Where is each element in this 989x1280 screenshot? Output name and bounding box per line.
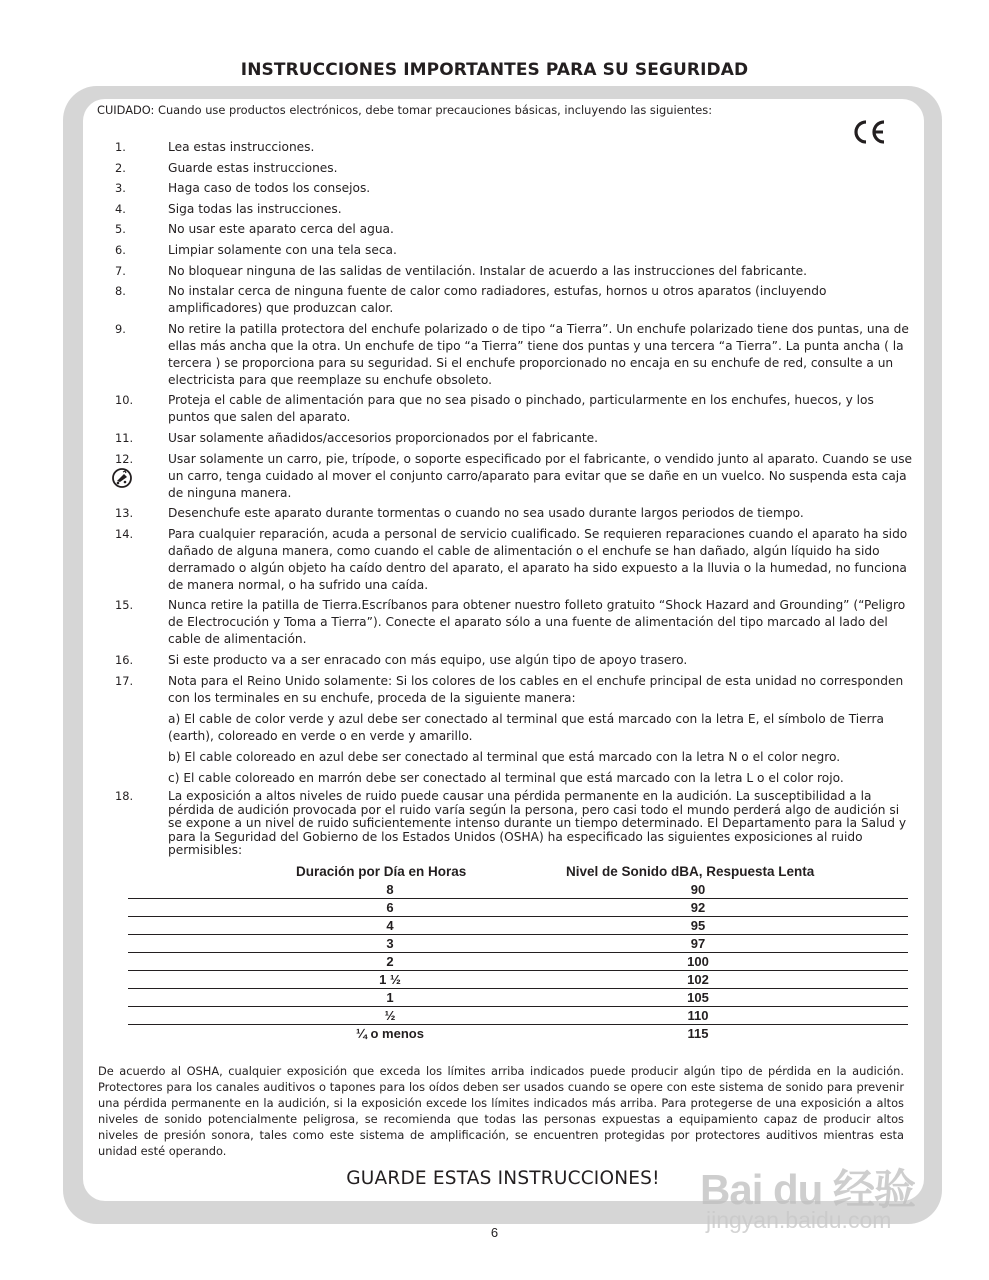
item-text: Haga caso de todos los consejos.	[168, 181, 371, 196]
list-item	[115, 160, 915, 177]
item-number: 15.	[115, 598, 134, 613]
item-text: Lea estas instrucciones.	[168, 140, 315, 154]
list-item	[115, 283, 915, 317]
table-cell-duration: ¼ o menos	[356, 1026, 424, 1041]
page-number: 6	[490, 1225, 499, 1240]
item-text: Siga todas las instrucciones.	[168, 201, 342, 216]
table-cell-duration: 4	[386, 918, 394, 933]
item-text: La exposición a altos niveles de ruido puede causar una pérdida permanente en la audición. La susceptibilidad a la pérdida de audición provocada por el ruido varía según la persona, pero casi todo el mundo perderá algo de audición si se expone a un nivel de ruido suficientemente intenso durante un tiempo determinado. El Departamento para la Salud y para la Seguridad del Gobierno de los Estados Unidos (OSHA) ha especificado las siguientes exposiciones al ruido permisibles:	[168, 789, 907, 858]
item-text: Limpiar solamente con una tela seca.	[168, 242, 397, 257]
item-text: No bloquear ninguna de las salidas de ventilación. Instalar de acuerdo a las instrucciones del fabricante.	[168, 263, 808, 278]
item-text: Proteja el cable de alimentación para que no sea pisado o pinchado, particularmente en los enchufes, huecos, y los puntos que salen del aparato.	[168, 393, 874, 425]
osha-note: De acuerdo al OSHA, cualquier exposición que exceda los límites arriba indicados puede producir algún tipo de pérdida en la audición. Protectores para los canales auditivos o tapones para los oídos deben ser usados cuando se opere con este sistema de sonido para prevenir una pérdida permanente en la audición, si la exposición excede los límites indicados más arriba. Para protegerse de una exposición a altos niveles de sonido potencialmente peligrosa, se recomienda que todas las personas expuestas a equipamiento capaz de producir altos niveles de presión sonora, tales como este sistema de amplificación, se encuentren protegidas por protectores auditivos mientras esta unidad esté operando.	[98, 1064, 904, 1158]
item-number: 14.	[115, 526, 134, 541]
table-cell-level: 102	[687, 972, 709, 987]
list-item	[115, 652, 915, 669]
item-number: 18.	[115, 789, 134, 804]
table-cell-level: 100	[687, 954, 709, 969]
item-number: 13.	[115, 506, 134, 521]
page-title: INSTRUCCIONES IMPORTANTES PARA SU SEGURIDAD	[240, 60, 749, 80]
item-number: 2.	[115, 160, 126, 175]
list-item	[115, 392, 915, 426]
list-item	[115, 451, 915, 502]
list-item	[115, 790, 915, 858]
item-text: Guarde estas instrucciones.	[168, 160, 338, 175]
table-cell-level: 105	[687, 990, 709, 1005]
item-number: 8.	[115, 284, 126, 299]
item-number: 10.	[115, 393, 134, 408]
table-cell-level: 95	[690, 918, 706, 933]
table-cell-level: 110	[687, 1008, 709, 1023]
table-cell-level: 90	[690, 882, 706, 897]
list-item	[115, 221, 915, 238]
table-cell-level: 92	[690, 900, 706, 915]
item-number: 6.	[115, 242, 126, 257]
cart-tipover-warning-icon	[112, 468, 132, 488]
item-text: No usar este aparato cerca del agua.	[168, 222, 394, 237]
list-item	[115, 505, 915, 522]
item-number: 7.	[115, 263, 126, 278]
table-cell-duration: 8	[386, 882, 394, 897]
table-cell-duration: 6	[386, 900, 394, 915]
list-item	[115, 180, 915, 197]
list-item	[115, 597, 915, 648]
list-item	[115, 321, 915, 389]
item-number: 12.	[115, 451, 134, 466]
list-item	[115, 139, 915, 156]
table-cell-level: 97	[690, 936, 706, 951]
wiring-note-b: b) El cable coloreado en azul debe ser conectado al terminal que está marcado con la letra N o el color negro.	[168, 749, 841, 764]
table-header-duration: Duración por Día en Horas	[296, 864, 467, 879]
closing-heading: GUARDE ESTAS INSTRUCCIONES!	[346, 1168, 660, 1189]
item-number: 16.	[115, 652, 134, 667]
item-text: Si este producto va a ser enracado con más equipo, use algún tipo de apoyo trasero.	[168, 652, 688, 667]
watermark-url: jingyan.baidu.com	[706, 1207, 892, 1233]
list-item	[115, 201, 915, 218]
watermark-logo: Bai du 经验	[700, 1166, 916, 1213]
table-cell-duration: 2	[386, 954, 394, 969]
item-text: Desenchufe este aparato durante tormentas o cuando no sea usado durante largos periodos de tiempo.	[168, 506, 804, 521]
table-cell-level: 115	[687, 1026, 709, 1041]
item-number: 5.	[115, 222, 126, 237]
item-number: 17.	[115, 673, 134, 688]
item-text: Usar solamente un carro, pie, trípode, o soporte especificado por el fabricante, o vendido junto al aparato. Cuando se use un carro, tenga cuidado al mover el conjunto carro/aparato para evitar que se dañe en un vuelco. No suspenda esta caja de ninguna manera.	[168, 451, 913, 500]
wiring-note-c: c) El cable coloreado en marrón debe ser conectado al terminal que está marcado con la letra L o el color rojo.	[168, 770, 844, 785]
item-number: 1.	[115, 140, 126, 154]
item-text: No retire la patilla protectora del enchufe polarizado o de tipo “a Tierra”. Un enchufe polarizado tiene dos puntas, una de ellas más ancha que la otra. Un enchufe de tipo “a Tierra” tiene dos puntas y una tercera “a Tierra”. La punta ancha ( la tercera ) se proporciona para su seguridad. Si el enchufe proporcionado no encaja en su enchufe de red, consulte a un electricista para que reemplaze su enchufe obsoleto.	[168, 321, 909, 387]
item-text: Nota para el Reino Unido solamente: Si los colores de los cables en el enchufe principal de esta unidad no corresponden con los terminales en su enchufe, proceda de la siguiente manera:	[168, 673, 904, 705]
list-item	[115, 430, 915, 447]
table-cell-duration: 1 ½	[379, 972, 401, 987]
item-number: 4.	[115, 201, 126, 216]
item-text: Nunca retire la patilla de Tierra.Escríbanos para obtener nuestro folleto gratuito “Shock Hazard and Grounding” (“Peligro de Electrocución y Toma a Tierra”). Conecte el aparato sólo a una fuente de alimentación del tipo marcado al lado del cable de alimentación.	[168, 598, 906, 647]
table-cell-duration: ½	[384, 1008, 396, 1023]
item-text: Usar solamente añadidos/accesorios proporcionados por el fabricante.	[168, 430, 599, 445]
item-number: 3.	[115, 181, 126, 196]
table-header-sound-level: Nivel de Sonido dBA, Respuesta Lenta	[566, 864, 815, 879]
table-cell-duration: 3	[386, 936, 394, 951]
item-text: Para cualquier reparación, acuda a personal de servicio cualificado. Se requieren reparaciones cuando el aparato ha sido dañado de alguna manera, como cuando el cable de alimentación o el enchufe se han dañado, algún líquido ha sido derramado o algún objeto ha caído dentro del aparato, el aparato ha sido expuesto a la lluvia o la humedad, no funciona de manera normal, o ha sufrido una caída.	[168, 526, 908, 592]
list-item	[115, 242, 915, 259]
caution-text: CUIDADO: Cuando use productos electrónicos, debe tomar precauciones básicas, incluyendo las siguientes:	[97, 103, 713, 117]
item-number: 9.	[115, 321, 126, 336]
wiring-note-a: a) El cable de color verde y azul debe ser conectado al terminal que está marcado con la letra E, el símbolo de Tierra (earth), coloreado en verde o en verde y amarillo.	[168, 711, 884, 743]
item-number: 11.	[115, 430, 134, 445]
item-text: No instalar cerca de ninguna fuente de calor como radiadores, estufas, hornos u otros aparatos (incluyendo amplificadores) que produzcan calor.	[168, 284, 827, 316]
list-item	[115, 673, 915, 787]
list-item	[115, 526, 915, 594]
table-cell-duration: 1	[386, 990, 394, 1005]
list-item	[115, 263, 915, 280]
safety-instructions-list	[115, 139, 915, 861]
